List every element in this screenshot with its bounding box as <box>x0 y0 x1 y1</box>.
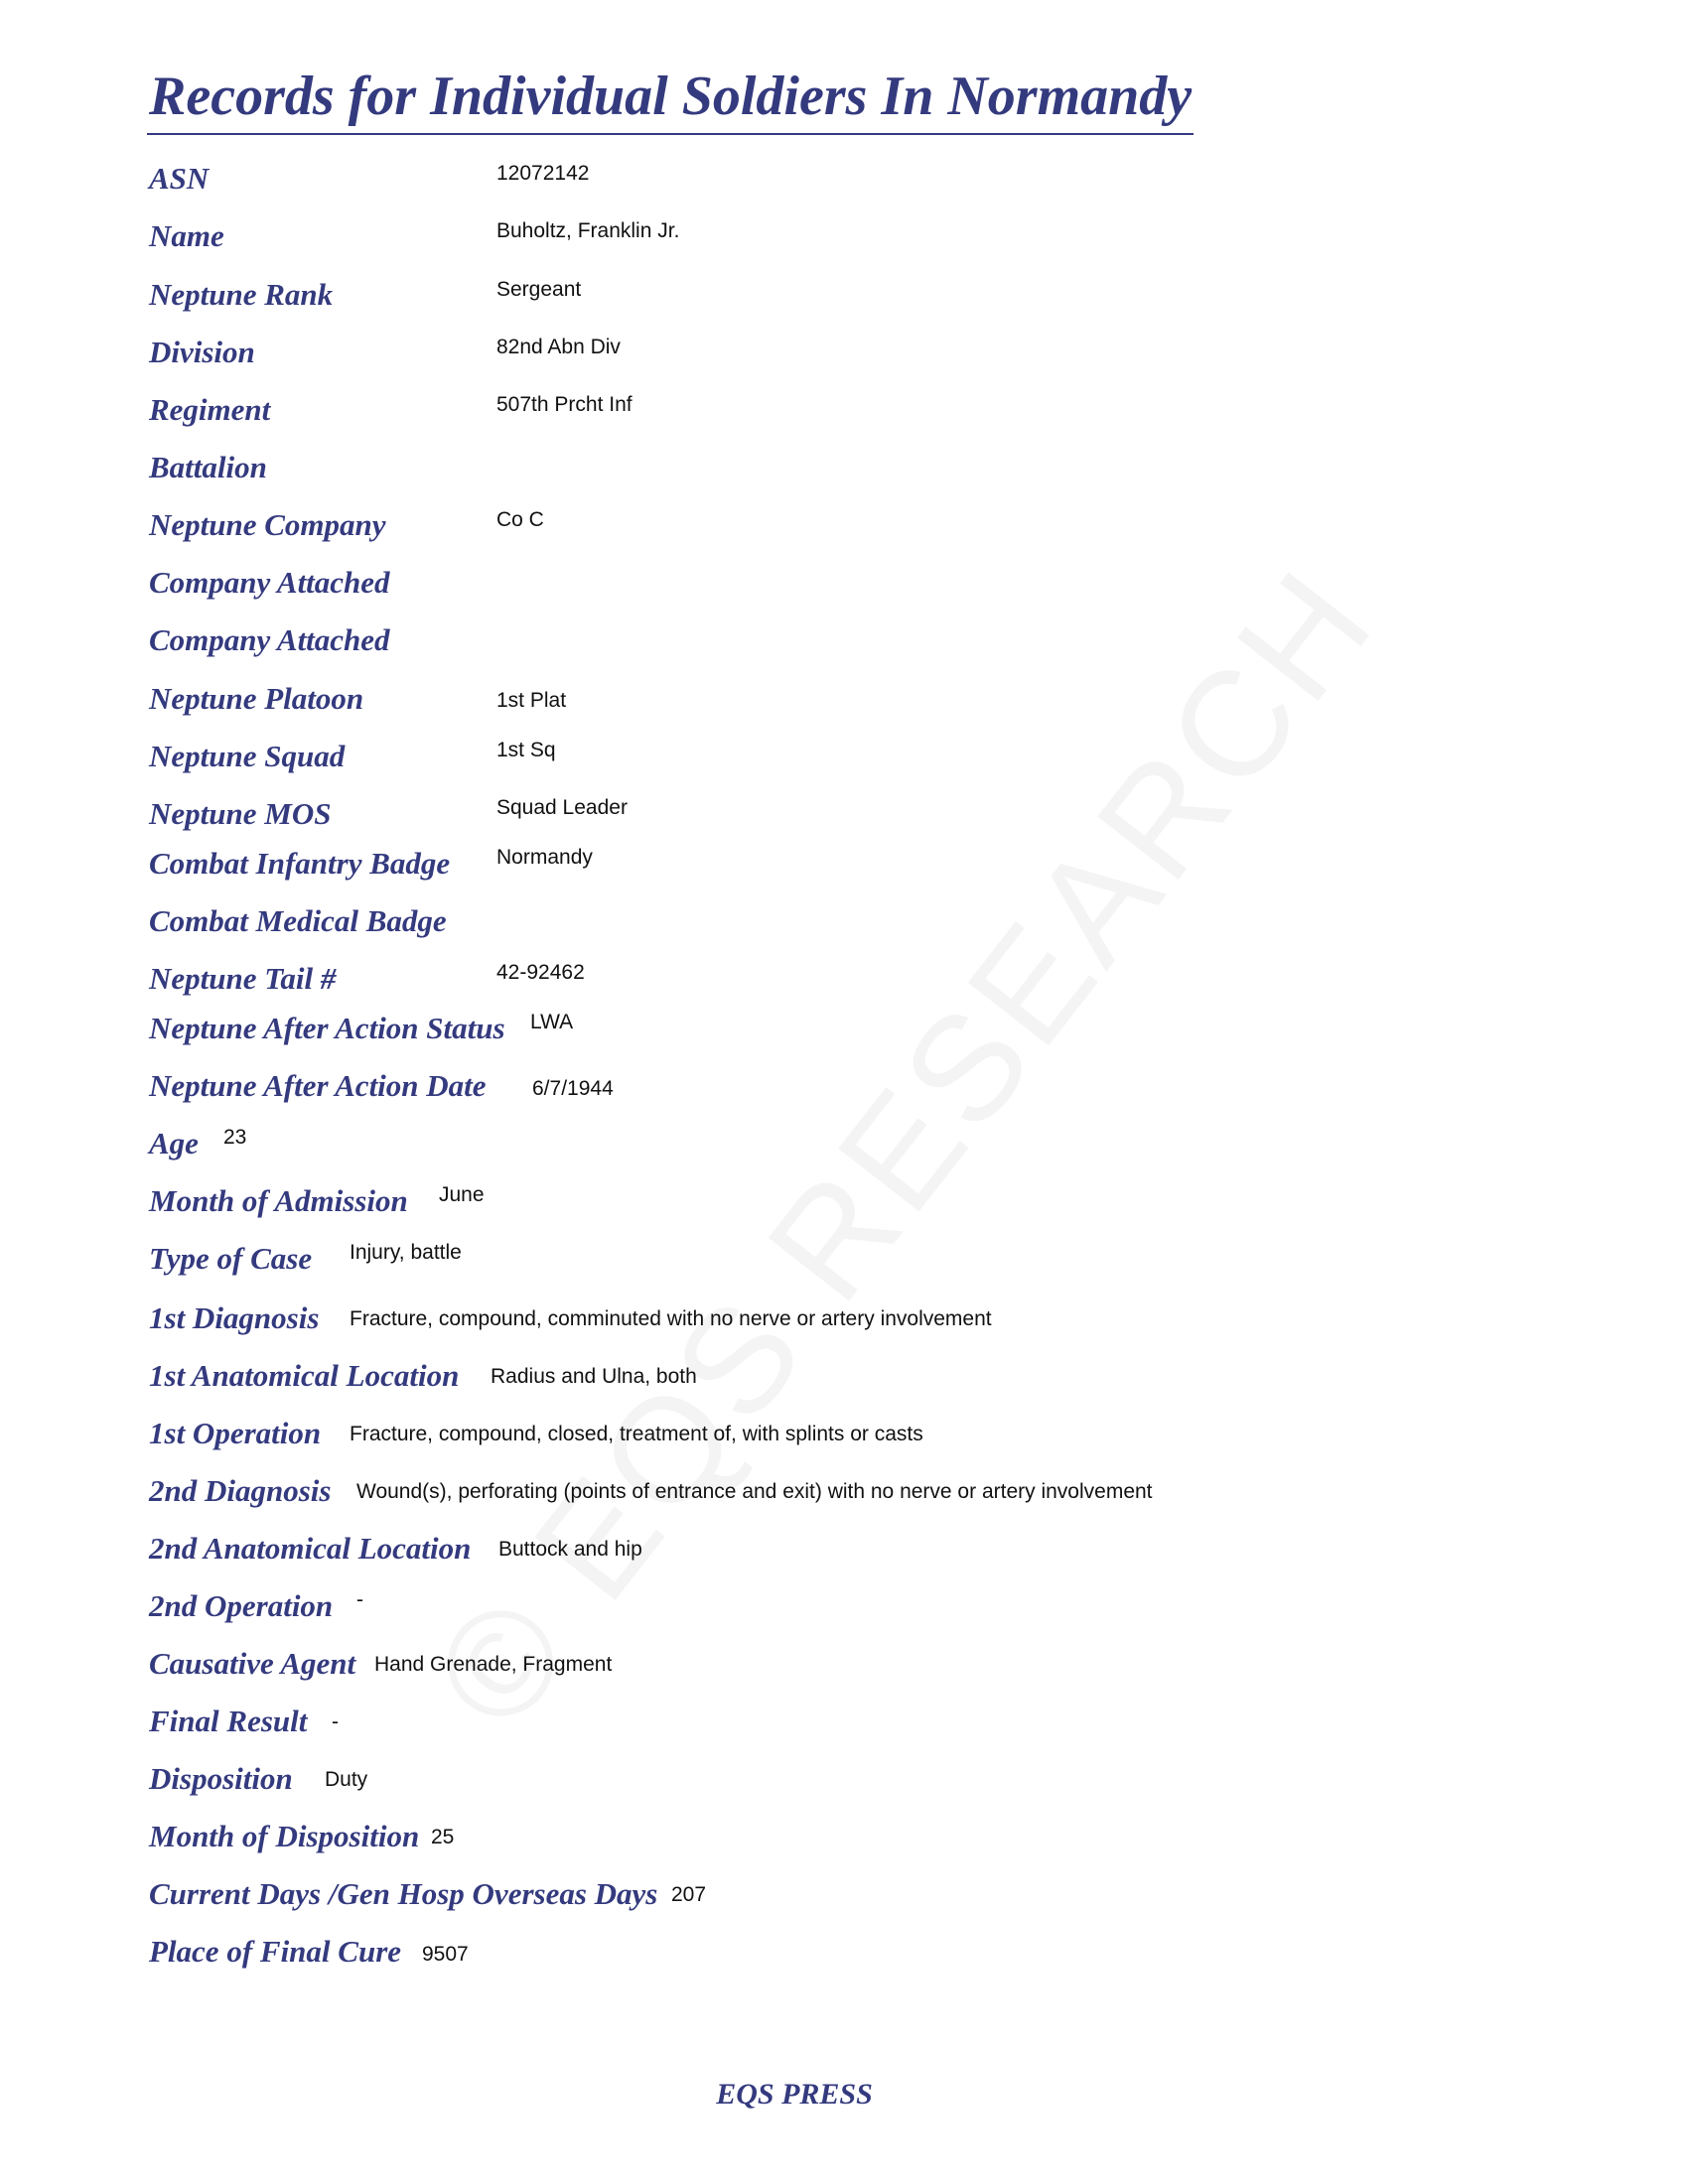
field-value-neptune-tail: 42-92462 <box>496 961 585 984</box>
field-label-battalion: Battalion <box>149 450 267 484</box>
field-value-2nd-operation: - <box>356 1588 363 1611</box>
field-value-month-of-disposition: 25 <box>431 1826 455 1848</box>
field-label-neptune-platoon: Neptune Platoon <box>149 681 364 716</box>
field-value-regiment: 507th Prcht Inf <box>496 393 633 416</box>
field-label-2nd-operation: 2nd Operation <box>149 1588 334 1623</box>
field-value-place-of-final-cure: 9507 <box>422 1943 469 1966</box>
field-value-current-days: 207 <box>671 1883 707 1906</box>
field-label-1st-operation: 1st Operation <box>149 1416 322 1450</box>
field-value-causative-agent: Hand Grenade, Fragment <box>374 1653 613 1676</box>
field-value-combat-infantry-badge: Normandy <box>496 846 593 869</box>
field-value-1st-operation: Fracture, compound, closed, treatment of, with splints or casts <box>350 1423 923 1445</box>
field-value-month-of-admission: June <box>439 1183 485 1206</box>
field-label-age: Age <box>149 1126 199 1160</box>
field-label-type-of-case: Type of Case <box>149 1241 313 1276</box>
field-label-name: Name <box>149 218 224 253</box>
field-value-after-action-date: 6/7/1944 <box>532 1077 614 1100</box>
field-label-combat-infantry-badge: Combat Infantry Badge <box>149 846 451 881</box>
field-value-name: Buholtz, Franklin Jr. <box>496 219 680 242</box>
field-value-final-result: - <box>332 1710 339 1733</box>
field-label-company-attached-1: Company Attached <box>149 565 390 600</box>
field-label-neptune-rank: Neptune Rank <box>149 277 334 312</box>
field-label-1st-diagnosis: 1st Diagnosis <box>149 1300 320 1335</box>
field-label-neptune-squad: Neptune Squad <box>149 739 346 773</box>
field-value-2nd-anatomical-location: Buttock and hip <box>498 1538 642 1561</box>
field-value-neptune-company: Co C <box>496 508 544 531</box>
field-value-disposition: Duty <box>325 1768 368 1791</box>
field-value-type-of-case: Injury, battle <box>350 1241 462 1264</box>
field-label-division: Division <box>149 335 255 369</box>
field-value-1st-anatomical-location: Radius and Ulna, both <box>491 1365 697 1388</box>
field-value-division: 82nd Abn Div <box>496 336 621 358</box>
field-label-neptune-company: Neptune Company <box>149 507 386 542</box>
field-value-neptune-platoon: 1st Plat <box>496 689 567 712</box>
field-label-disposition: Disposition <box>149 1761 293 1796</box>
field-label-asn: ASN <box>149 161 210 196</box>
page-title: Records for Individual Soldiers In Normandy <box>149 66 1193 127</box>
field-label-1st-anatomical-location: 1st Anatomical Location <box>149 1358 460 1393</box>
field-label-current-days: Current Days /Gen Hosp Overseas Days <box>149 1876 658 1911</box>
field-value-asn: 12072142 <box>496 162 590 185</box>
field-label-2nd-diagnosis: 2nd Diagnosis <box>149 1473 332 1508</box>
field-label-combat-medical-badge: Combat Medical Badge <box>149 903 447 938</box>
field-value-1st-diagnosis: Fracture, compound, comminuted with no nerve or artery involvement <box>350 1307 992 1330</box>
field-label-causative-agent: Causative Agent <box>149 1646 356 1681</box>
field-label-month-of-disposition: Month of Disposition <box>149 1819 420 1853</box>
field-value-age: 23 <box>223 1126 247 1149</box>
field-label-neptune-tail: Neptune Tail # <box>149 961 337 996</box>
field-value-2nd-diagnosis: Wound(s), perforating (points of entrance and exit) with no nerve or artery involvement <box>356 1480 1153 1503</box>
field-label-place-of-final-cure: Place of Final Cure <box>149 1934 402 1969</box>
field-label-company-attached-2: Company Attached <box>149 622 390 657</box>
field-value-after-action-status: LWA <box>530 1011 574 1033</box>
field-label-2nd-anatomical-location: 2nd Anatomical Location <box>149 1531 472 1566</box>
field-value-neptune-rank: Sergeant <box>496 278 582 301</box>
field-value-neptune-mos: Squad Leader <box>496 796 628 819</box>
field-label-regiment: Regiment <box>149 392 271 427</box>
field-label-final-result: Final Result <box>149 1704 308 1738</box>
field-label-after-action-status: Neptune After Action Status <box>149 1011 505 1045</box>
field-label-month-of-admission: Month of Admission <box>149 1183 408 1218</box>
field-label-neptune-mos: Neptune MOS <box>149 796 332 831</box>
footer-publisher: EQS PRESS <box>716 2078 873 2111</box>
field-value-neptune-squad: 1st Sq <box>496 739 556 761</box>
title-underline <box>147 133 1194 135</box>
field-label-after-action-date: Neptune After Action Date <box>149 1068 487 1103</box>
